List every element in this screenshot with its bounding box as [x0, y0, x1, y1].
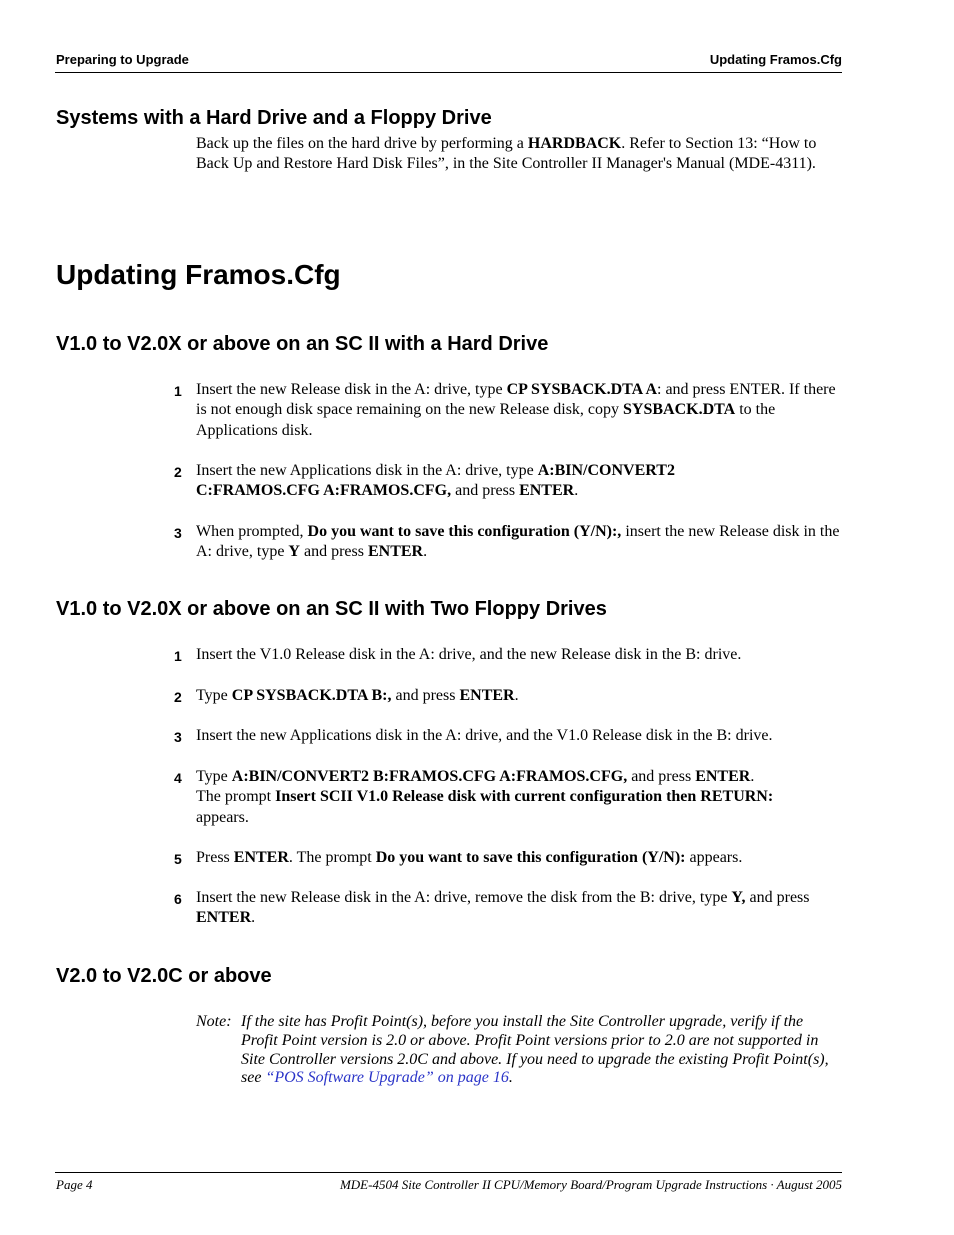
step-command: SYSBACK.DTA — [623, 401, 736, 419]
step-command: ENTER — [196, 909, 252, 927]
step-text: appears. — [196, 808, 249, 826]
step-text: Type — [196, 768, 232, 785]
note-block — [196, 1013, 842, 1088]
step-text: and press — [299, 543, 368, 561]
note-text: If the site has Profit Point(s), before you install the Site Controller upgrade, verify if the Profit Point version is 2.0 or above. Profit Point versions prior to 2.0 are not supported in Site Controller versions 2.0C and above. If you need to upgrade the existing Profit Point(s), see — [241, 1013, 829, 1087]
step-number: 3 — [174, 525, 182, 541]
step-command: ENTER — [367, 543, 424, 561]
step-text: Type — [196, 687, 232, 704]
note-label: Note: — [196, 1013, 232, 1030]
step-fd-4 — [174, 767, 842, 828]
step-fd-3 — [174, 726, 842, 746]
backup-text-1: Back up the files on the hard drive by performing a — [196, 135, 528, 152]
note-text-end: . — [508, 1069, 513, 1087]
step-text: . — [514, 687, 519, 704]
step-text: and press — [451, 482, 520, 500]
step-command: Y — [288, 543, 300, 561]
step-command: Y, — [731, 889, 746, 906]
step-number: 2 — [174, 689, 182, 705]
section-heading-v20: V2.0 to V2.0C or above — [56, 965, 272, 987]
running-header-left: Preparing to Upgrade — [56, 52, 189, 67]
document-title-footer: MDE-4504 Site Controller II CPU/Memory Board/Program Upgrade Instructions · August 2005 — [339, 1177, 842, 1192]
step-text: Insert the new Release disk in the A: drive, type — [196, 381, 507, 398]
step-number: 2 — [174, 464, 182, 480]
cross-reference-link[interactable]: “POS Software Upgrade” on page 16 — [265, 1069, 509, 1087]
step-prompt: Do you want to save this configuration (Y/N): — [375, 849, 686, 866]
step-text: . — [423, 543, 428, 561]
step-command: ENTER — [519, 482, 575, 500]
step-text: and press — [391, 687, 460, 704]
step-text: : and press ENTER. If there is not enough disk space remaining on the new Release disk, copy — [196, 381, 836, 419]
step-text: insert the new Release disk in the A: drive, type — [196, 523, 840, 561]
step-command: A:BIN/CONVERT2 C:FRAMOS.CFG A:FRAMOS.CFG, — [196, 462, 675, 500]
step-text: Press — [196, 849, 234, 866]
step-fd-1 — [174, 645, 842, 665]
step-text: Insert the V1.0 Release disk in the A: drive, and the new Release disk in the B: drive. — [196, 646, 742, 663]
step-number: 1 — [174, 383, 182, 399]
step-text: appears. — [685, 849, 743, 866]
step-prompt: Insert SCII V1.0 Release disk with current configuration then RETURN: — [275, 788, 774, 806]
step-command: A:BIN/CONVERT2 B:FRAMOS.CFG A:FRAMOS.CFG, — [231, 768, 628, 785]
step-hd-1 — [174, 380, 842, 441]
step-number: 4 — [174, 770, 182, 786]
step-prompt: Do you want to save this configuration (Y/N):, — [307, 523, 622, 540]
backup-text-2: . Refer to Section 13: “How to Back Up and Restore Hard Disk Files”, in the Site Controller II Manager's Manual (MDE-4311). — [196, 135, 817, 173]
section-heading-hard-drive: V1.0 to V2.0X or above on an SC II with a Hard Drive — [56, 333, 549, 355]
step-fd-6 — [174, 888, 842, 929]
step-hd-3 — [174, 522, 842, 563]
page-number: Page 4 — [56, 1177, 93, 1192]
step-text: When prompted, — [196, 523, 308, 540]
backup-bold-1: HARDBACK — [527, 135, 622, 152]
step-number: 1 — [174, 648, 182, 664]
step-text: . The prompt — [288, 849, 376, 866]
running-header-right: Updating Framos.Cfg — [709, 52, 842, 67]
step-text: and press — [627, 768, 696, 785]
step-hd-2 — [174, 461, 842, 502]
step-text: to the Applications disk. — [196, 401, 776, 439]
step-text: Insert the new Applications disk in the A: drive, and the V1.0 Release disk in the B: drive. — [196, 727, 773, 744]
step-command: CP SYSBACK.DTA A — [506, 381, 657, 398]
step-text: . — [574, 482, 579, 500]
step-fd-5 — [174, 848, 842, 868]
step-command: ENTER — [233, 849, 289, 866]
step-command: CP SYSBACK.DTA B:, — [231, 687, 392, 704]
step-text: . — [750, 768, 755, 785]
step-text: Insert the new Release disk in the A: drive, remove the disk from the B: drive, type — [196, 889, 732, 906]
header-rule — [55, 72, 842, 73]
step-text: and press — [745, 889, 810, 906]
section-heading-floppy-drives: V1.0 to V2.0X or above on an SC II with Two Floppy Drives — [56, 598, 607, 620]
step-number: 3 — [174, 729, 182, 745]
step-command: ENTER — [695, 768, 751, 785]
section-heading-backup: Systems with a Hard Drive and a Floppy Drive — [56, 107, 492, 129]
page-title: Updating Framos.Cfg — [56, 259, 341, 290]
step-command: ENTER — [459, 687, 515, 704]
step-fd-2 — [174, 686, 842, 706]
backup-paragraph — [196, 134, 842, 175]
footer-rule — [55, 1172, 842, 1173]
step-text: . — [251, 909, 256, 927]
step-text: Insert the new Applications disk in the A: drive, type — [196, 462, 538, 479]
step-number: 6 — [174, 891, 182, 907]
step-number: 5 — [174, 851, 182, 867]
step-text: The prompt — [196, 788, 276, 806]
